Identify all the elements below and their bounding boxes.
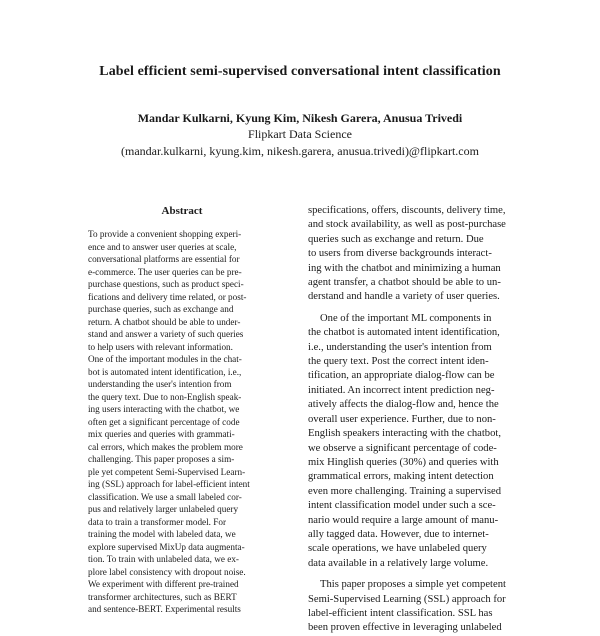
text-line: overall user experience. Further, due to non- [308,413,496,425]
text-line: and sentence-BERT. Experimental results [88,604,241,614]
text-line: return. A chatbot should be able to under- [88,316,241,327]
abstract-body [88,228,276,614]
text-line: ing with the chatbot and minimizing a human [308,262,501,274]
text-line: specifications, offers, discounts, delivery time, [308,205,506,216]
text-line: mix queries and queries with grammati- [88,429,235,439]
text-line: English speakers interacting with the chatbot, [308,428,501,440]
text-line: been proven effective in leveraging unlabeled [308,622,502,634]
text-line: pus and relatively larger unlabeled query [88,504,239,514]
text-line: we observe a significant percentage of code- [308,442,497,454]
text-line: data available in a relatively large volume. [308,557,489,569]
text-line: tification, an appropriate dialog-flow can be [308,370,495,382]
text-line: mix Hinglish queries (30%) and queries with [308,456,499,468]
text-line: To provide a convenient shopping experi- [88,229,242,239]
text-line: data to train a transformer model. For [88,516,227,527]
paragraph [308,578,530,636]
text-line: scale operations, we have unlabeled query [308,543,487,555]
text-line: fications and delivery time related, or post- [88,291,247,302]
text-line: explore supervised MixUp data augmenta- [88,541,245,552]
text-line: queries such as exchange and return. Due [308,233,484,245]
text-line: ple yet competent Semi-Supervised Learn- [88,466,246,477]
text-line: ing (SSL) approach for label-efficient intent [88,479,250,489]
text-line: stand and answer a variety of such queries [88,329,244,339]
text-line: i.e., understanding the user's intention from [308,341,492,353]
text-line: One of the important ML components in [320,312,492,324]
text-line: atively affects the dialog-flow and, hence the [308,399,499,411]
text-line: the query text. Due to non-English speak- [88,391,242,402]
text-line: grammatical errors, making intent detection [308,471,494,483]
author-list: Mandar Kulkarni, Kyung Kim, Nikesh Garera, Anusua Trivedi [137,111,463,125]
text-line: classification. We use a small labeled cor- [88,491,242,502]
paragraph [308,312,530,571]
text-line: purchase queries, such as exchange and [88,304,234,314]
abstract-heading: Abstract [161,205,203,217]
text-line: bot is automated intent identification, i.e., [88,366,242,377]
text-line: to users from diverse backgrounds interact- [308,248,492,260]
text-line: training the model with labeled data, we [88,529,236,539]
text-line: cal errors, which makes the problem more [88,441,243,452]
text-line: the chatbot is automated intent identification, [308,327,500,339]
text-line: often get a significant percentage of code [88,416,240,427]
text-line: and stock availability, as well as post-purchase [308,219,506,231]
intro-body [308,204,530,634]
text-line: purchase questions, such as product speci- [88,279,244,289]
text-line: challenging. This paper proposes a sim- [88,454,235,464]
text-line: label-efficient intent classification. SSL has [308,607,493,619]
paragraph [308,204,530,305]
text-line: intent classification model under such a sce- [308,500,496,512]
text-line: We experiment with different pre-trained [88,579,239,589]
author-emails: (mandar.kulkarni, kyung.kim, nikesh.garera, anusua.trivedi)@flipkart.com [121,144,479,158]
text-line: nario would require a large amount of manu- [308,514,499,526]
text-line: ence and to answer user queries at scale, [88,241,237,252]
text-line: understanding the user's intention from [88,379,232,389]
text-line: ally tagged data. However, due to internet- [308,528,489,540]
text-line: e-commerce. The user queries can be pre- [88,266,242,277]
text-line: even more challenging. Training a supervised [308,485,501,497]
text-line: transformer architectures, such as BERT [88,591,237,602]
text-line: agent transfer, a chatbot should be able to un- [308,277,501,289]
paper-title: Label efficient semi-supervised conversational intent classification [99,64,501,79]
text-line: One of the important modules in the chat- [88,354,242,364]
text-line: This paper proposes a simple yet competent [320,579,506,591]
affiliation: Flipkart Data Science [248,127,352,141]
paragraph-gap [308,305,530,312]
text-line: plore label consistency with dropout noise. [88,566,246,577]
text-line: to help users with relevant information. [88,341,233,352]
text-line: initiated. An incorrect intent prediction neg- [308,384,495,396]
text-line: conversational platforms are essential for [88,254,240,264]
text-line: the query text. Post the correct intent iden- [308,356,489,368]
text-line: derstand and handle a variety of user queries. [308,291,500,303]
text-line: tion. To train with unlabeled data, we ex- [88,554,239,564]
text-line: ing users interacting with the chatbot, we [88,404,240,414]
text-line: Semi-Supervised Learning (SSL) approach for [308,593,506,605]
paragraph-gap [308,571,530,578]
